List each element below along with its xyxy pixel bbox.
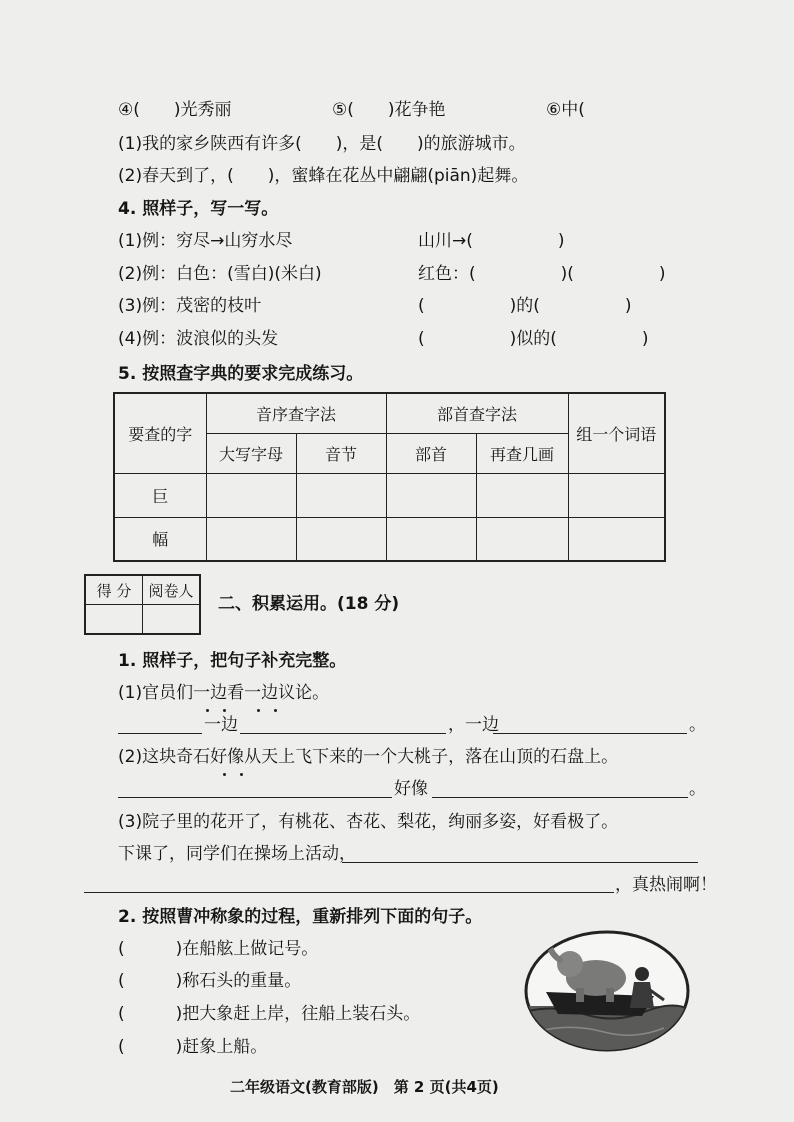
answer-cell[interactable]: [476, 517, 568, 561]
emphasis-dot: [240, 773, 243, 776]
q4-blank-3: ( )的( ): [418, 296, 632, 316]
s2-question-1-title: 1. 照样子，把句子补充完整。: [118, 651, 347, 671]
blank-1c[interactable]: [493, 733, 687, 734]
order-item-1: ( )在船舷上做记号。: [118, 939, 319, 959]
emphasis-dot: [223, 709, 226, 712]
header-syllable: 音节: [296, 433, 386, 473]
score-cell[interactable]: [85, 605, 143, 635]
char-cell-1: 巨: [114, 473, 206, 517]
fill3-end: ，真热闹啊！: [615, 875, 717, 895]
score-label: 得 分: [85, 575, 143, 605]
answer-cell[interactable]: [476, 473, 568, 517]
header-strokes: 再查几画: [476, 433, 568, 473]
order-item-3: ( )把大象赶上岸，往船上装石头。: [118, 1004, 421, 1024]
score-box: [84, 574, 201, 635]
header-radical: 部首: [386, 433, 476, 473]
s2q1-example-1: (1)官员们一边看一边议论。: [118, 683, 330, 703]
question-5-title: 5. 按照查字典的要求完成练习。: [118, 364, 364, 384]
answer-cell[interactable]: [568, 473, 665, 517]
header-char: 要查的字: [114, 393, 206, 473]
fill3-start: 下课了，同学们在操场上活动，: [118, 844, 356, 864]
blank-1b[interactable]: [240, 733, 446, 734]
question-4-title: 4. 照样子，写一写。: [118, 199, 279, 219]
blank-1a[interactable]: [118, 733, 202, 734]
answer-cell[interactable]: [386, 517, 476, 561]
order-item-2: ( )称石头的重量。: [118, 971, 302, 991]
idiom-item-4: ④( )光秀丽: [118, 100, 232, 120]
header-capital: 大写字母: [206, 433, 296, 473]
blank-2a[interactable]: [118, 797, 392, 798]
section-2-title: 二、积累运用。(18 分): [218, 594, 400, 614]
header-word: 组一个词语: [568, 393, 665, 473]
reviewer-label: 阅卷人: [143, 575, 201, 605]
answer-cell[interactable]: [296, 473, 386, 517]
idiom-item-5: ⑤( )花争艳: [332, 100, 446, 120]
period-1: 。: [689, 715, 706, 735]
emphasis-dot: [274, 709, 277, 712]
page-footer: 二年级语文(教育部版) 第 2 页(共4页): [230, 1078, 499, 1096]
q4-example-2: (2)例：白色：(雪白)(米白): [118, 264, 322, 284]
emphasis-dot: [223, 773, 226, 776]
fill1-word-a: 一边: [204, 715, 238, 735]
reviewer-cell[interactable]: [143, 605, 201, 635]
answer-cell[interactable]: [296, 517, 386, 561]
header-pinyin-method: 音序查字法: [206, 393, 386, 433]
fill2-word: 好像: [394, 779, 428, 799]
sentence-3-2: (2)春天到了，( )，蜜蜂在花丛中翩翩(piān)起舞。: [118, 166, 529, 186]
q4-example-4: (4)例：波浪似的头发: [118, 329, 279, 349]
q4-blank-4: ( )似的( ): [418, 329, 649, 349]
q4-example-1: (1)例：穷尽→山穷水尽: [118, 231, 293, 251]
char-cell-2: 幅: [114, 517, 206, 561]
answer-cell[interactable]: [206, 517, 296, 561]
s2-question-2-title: 2. 按照曹冲称象的过程，重新排列下面的句子。: [118, 907, 483, 927]
order-item-4: ( )赶象上船。: [118, 1037, 268, 1057]
blank-3a[interactable]: [342, 862, 698, 863]
blank-3b[interactable]: [84, 892, 614, 893]
idiom-item-6: ⑥中(: [546, 100, 585, 120]
s2q1-example-3: (3)院子里的花开了，有桃花、杏花、梨花，绚丽多姿，好看极了。: [118, 812, 619, 832]
answer-cell[interactable]: [568, 517, 665, 561]
elephant-boat-illustration: [524, 930, 690, 1052]
s2q1-example-2: (2)这块奇石好像从天上飞下来的一个大桃子，落在山顶的石盘上。: [118, 747, 619, 767]
emphasis-dot: [206, 709, 209, 712]
blank-2b[interactable]: [432, 797, 688, 798]
q4-blank-1: 山川→( ): [418, 231, 565, 251]
answer-cell[interactable]: [386, 473, 476, 517]
answer-cell[interactable]: [206, 473, 296, 517]
q4-blank-2: 红色：( )( ): [418, 264, 666, 284]
fill1-word-b: ，一边: [448, 715, 499, 735]
q4-example-3: (3)例：茂密的枝叶: [118, 296, 262, 316]
emphasis-dot: [257, 709, 260, 712]
dictionary-table: [113, 392, 666, 562]
header-radical-method: 部首查字法: [386, 393, 568, 433]
period-2: 。: [689, 779, 706, 799]
sentence-3-1: (1)我的家乡陕西有许多( )，是( )的旅游城市。: [118, 134, 526, 154]
